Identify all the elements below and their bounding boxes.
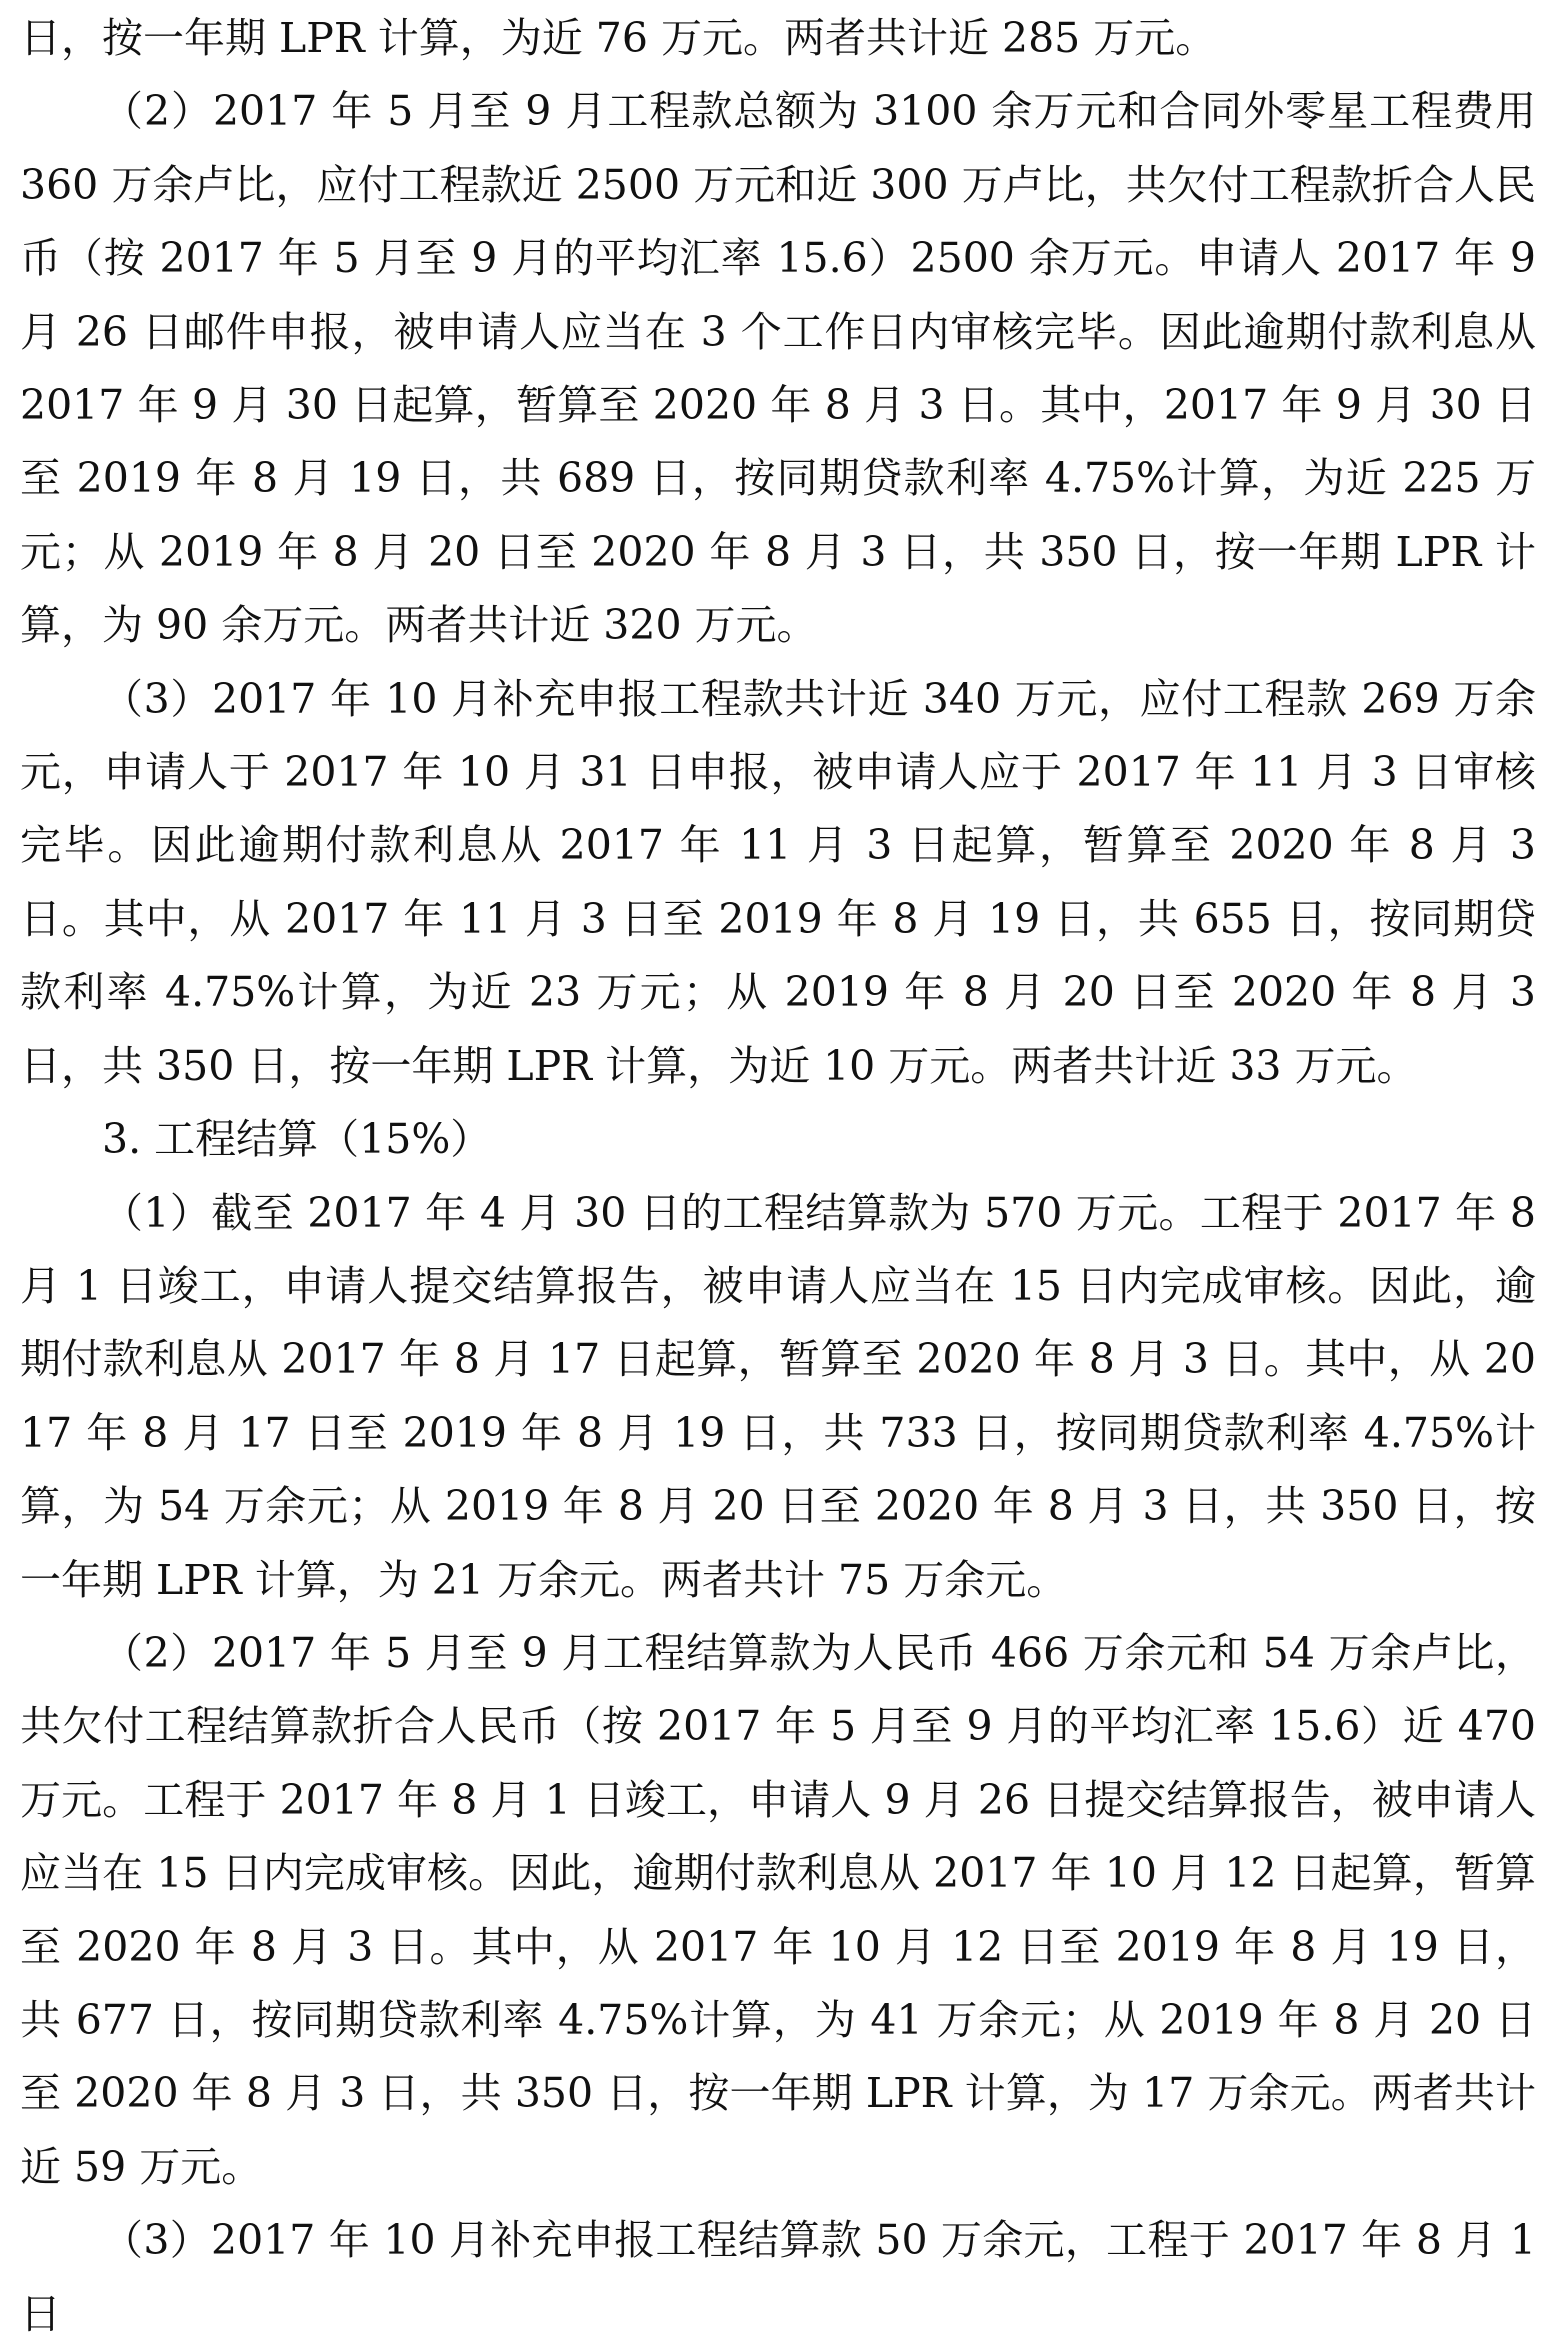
paragraph-settlement-2: （2）2017 年 5 月至 9 月工程结算款为人民币 466 万余元和 54 万余卢比，共欠付工程结算款折合人民币（按 2017 年 5 月至 9 月的平均汇率 15.6）近 470 万元。工程于 2017 年 8 月 1 日竣工，申请人 9 月 26 日提交结算报告，被申请人应当在 15 日内完成审核。因此，逾期付款利息从 2017 年 10 月 12 日起算，暂算至 2020 年 8 月 3 日。其中，从 2017 年 10 月 12 日至 2019 年 8 月 19 日，共 677 日，按同期贷款利率 4.75%计算，为 41 万余元；从 2019 年 8 月 20 日至 2020 年 8 月 3 日，共 350 日，按一年期 LPR 计算，为 17 万余元。两者共计近 59 万元。 (20, 1628, 1536, 2191)
paragraph-continuation: 日，按一年期 LPR 计算，为近 76 万元。两者共计近 285 万元。 (20, 14, 1217, 62)
document-page (20, 0, 1536, 2340)
paragraph-progress-payment-2: （2）2017 年 5 月至 9 月工程款总额为 3100 余万元和合同外零星工程费用 360 万余卢比，应付工程款近 2500 万元和近 300 万卢比，共欠付工程款折合人民币（按 2017 年 5 月至 9 月的平均汇率 15.6）2500 余万元。申请人 2017 年 9 月 26 日邮件申报，被申请人应当在 3 个工作日内审核完毕。因此逾期付款利息从 2017 年 9 月 30 日起算，暂算至 2020 年 8 月 3 日。其中，2017 年 9 月 30 日至 2019 年 8 月 19 日，共 689 日，按同期贷款利率 4.75%计算，为近 225 万元；从 2019 年 8 月 20 日至 2020 年 8 月 3 日，共 350 日，按一年期 LPR 计算，为 90 余万元。两者共计近 320 万元。 (20, 87, 1536, 650)
paragraph-settlement-3: （3）2017 年 10 月补充申报工程结算款 50 万余元，工程于 2017 年 8 月 1 日 (20, 2216, 1536, 2338)
paragraph-progress-payment-3: （3）2017 年 10 月补充申报工程款共计近 340 万元，应付工程款 269 万余元，申请人于 2017 年 10 月 31 日申报，被申请人应于 2017 年 11 月 3 日审核完毕。因此逾期付款利息从 2017 年 11 月 3 日起算，暂算至 2020 年 8 月 3 日。其中，从 2017 年 11 月 3 日至 2019 年 8 月 19 日，共 655 日，按同期贷款利率 4.75%计算，为近 23 万元；从 2019 年 8 月 20 日至 2020 年 8 月 3 日，共 350 日，按一年期 LPR 计算，为近 10 万元。两者共计近 33 万元。 (20, 674, 1536, 1090)
paragraph-settlement-1: （1）截至 2017 年 4 月 30 日的工程结算款为 570 万元。工程于 2017 年 8 月 1 日竣工，申请人提交结算报告，被申请人应当在 15 日内完成审核。因此，逾期付款利息从 2017 年 8 月 17 日起算，暂算至 2020 年 8 月 3 日。其中，从 2017 年 8 月 17 日至 2019 年 8 月 19 日，共 733 日，按同期贷款利率 4.75%计算，为 54 万余元；从 2019 年 8 月 20 日至 2020 年 8 月 3 日，共 350 日，按一年期 LPR 计算，为 21 万余元。两者共计 75 万余元。 (20, 1188, 1536, 1604)
section-heading-settlement: 3. 工程结算（15%） (102, 1115, 492, 1164)
